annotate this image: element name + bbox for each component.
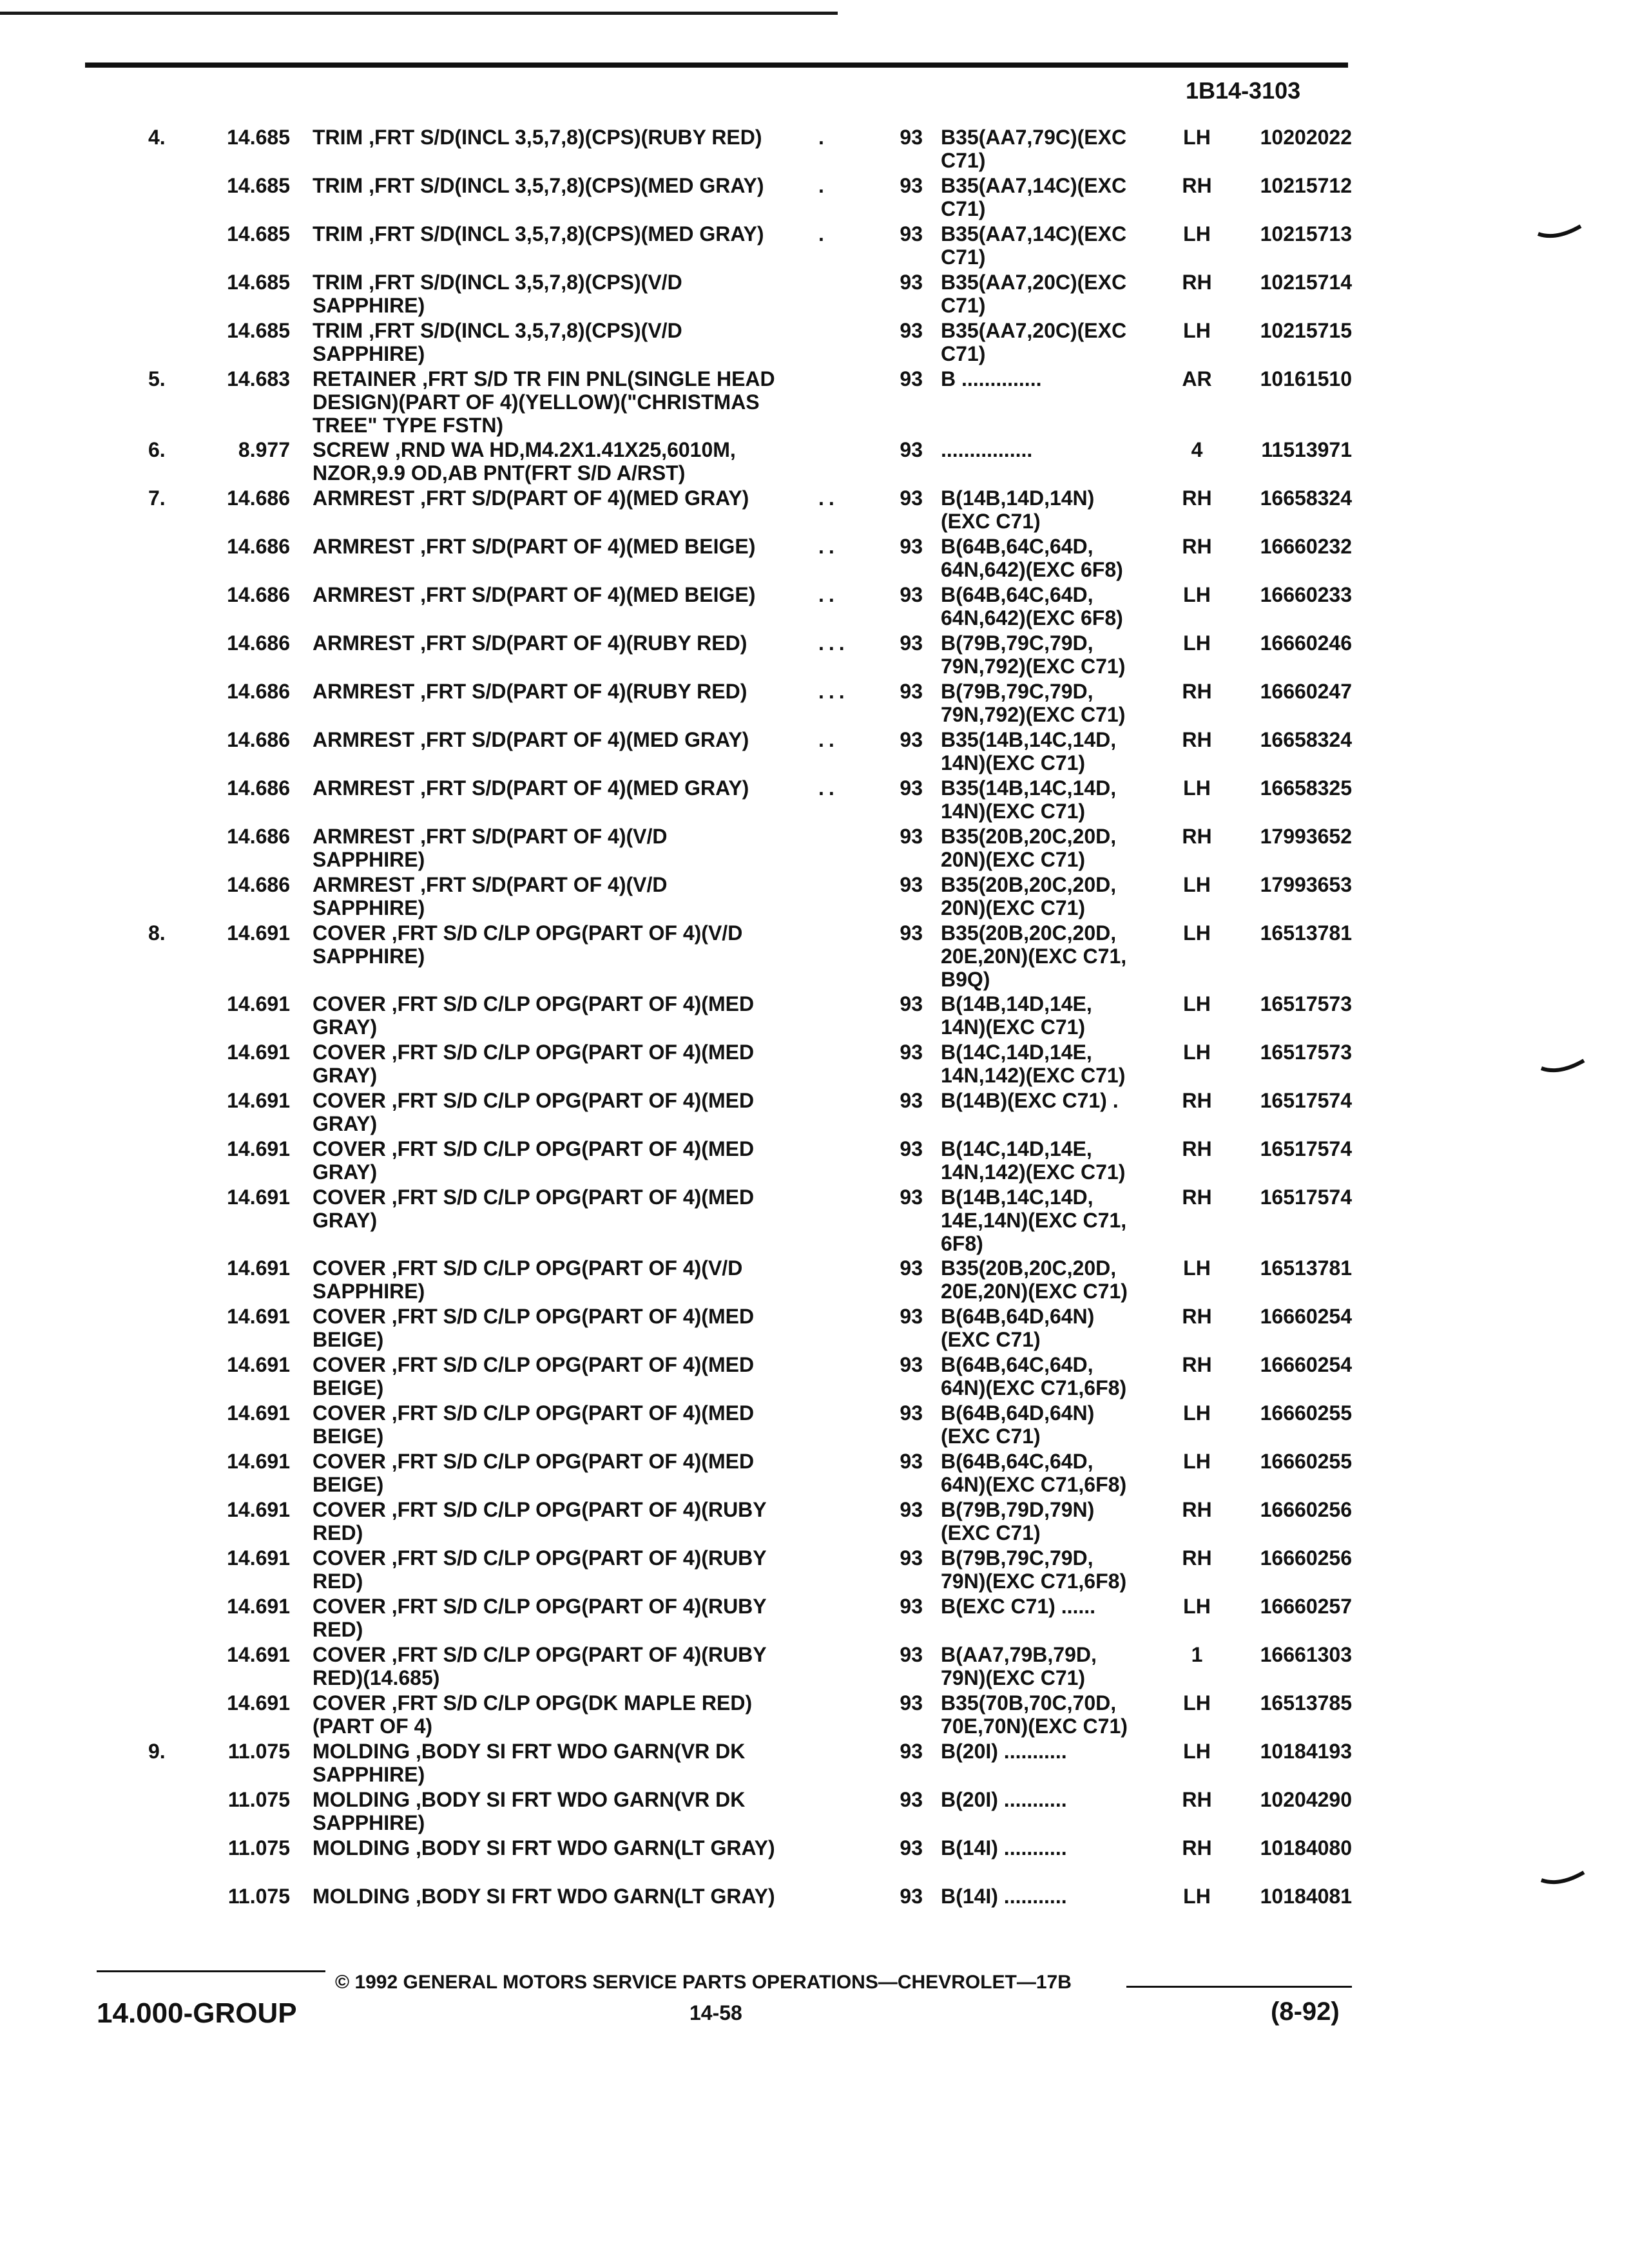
side-qty: RH [1182,1137,1212,1160]
side-qty: RH [1182,1353,1212,1376]
usage-codes: B(14B,14D,14N) (EXC C71) [941,486,1095,533]
model-year: 93 [900,825,923,848]
group-number: 8.977 [238,438,290,461]
side-qty: LH [1183,1256,1211,1280]
side-qty: RH [1182,174,1212,197]
part-description: COVER ,FRT S/D C/LP OPG(DK MAPLE RED) (PART OF 4) [313,1691,753,1738]
part-row [0,825,1629,873]
leader-dots: .. [818,486,839,510]
model-year: 93 [900,1401,923,1425]
part-description: COVER ,FRT S/D C/LP OPG(PART OF 4)(MED GRAY) [313,1137,755,1184]
top-edge-rule [0,12,838,15]
model-year: 93 [900,1740,923,1763]
model-year: 93 [900,776,923,800]
side-qty: RH [1182,1498,1212,1521]
side-qty: LH [1183,1885,1211,1908]
model-year: 93 [900,1595,923,1618]
part-description: ARMREST ,FRT S/D(PART OF 4)(RUBY RED) [313,631,747,655]
usage-codes: B(EXC C71) ...... [941,1595,1096,1618]
copyright-line: © 1992 GENERAL MOTORS SERVICE PARTS OPERATIONS—CHEVROLET—17B [335,1972,1072,1993]
usage-codes: B(20I) ........... [941,1788,1067,1811]
item-number: 7. [148,486,166,510]
part-description: MOLDING ,BODY SI FRT WDO GARN(VR DK SAPPHIRE) [313,1788,746,1834]
part-description: SCREW ,RND WA HD,M4.2X1.41X25,6010M, NZOR,9.9 OD,AB PNT(FRT S/D A/RST) [313,438,736,485]
part-number: 16660246 [1260,631,1352,655]
part-row [0,1450,1629,1498]
part-row [0,1595,1629,1643]
group-number: 14.685 [227,174,290,197]
part-description: COVER ,FRT S/D C/LP OPG(PART OF 4)(MED BEIGE) [313,1305,755,1351]
side-qty: RH [1182,825,1212,848]
part-row [0,535,1629,583]
part-row [0,1305,1629,1353]
part-description: COVER ,FRT S/D C/LP OPG(PART OF 4)(V/D SAPPHIRE) [313,1256,743,1303]
group-number: 14.686 [227,728,290,751]
part-row [0,873,1629,921]
side-qty: LH [1183,921,1211,945]
group-number: 14.691 [227,1450,290,1473]
part-row [0,319,1629,367]
side-qty: LH [1183,126,1211,149]
footer-rule-left [97,1970,325,1972]
part-number: 10215713 [1260,222,1352,245]
leader-dots: .. [818,728,839,751]
model-year: 93 [900,1691,923,1715]
model-year: 93 [900,583,923,606]
group-number: 14.686 [227,825,290,848]
part-row [0,776,1629,825]
usage-codes: B(64B,64C,64D, 64N,642)(EXC 6F8) [941,535,1123,581]
part-number: 16660255 [1260,1450,1352,1473]
part-row [0,1041,1629,1089]
part-description: COVER ,FRT S/D C/LP OPG(PART OF 4)(MED BEIGE) [313,1401,755,1448]
usage-codes: B(64B,64D,64N) (EXC C71) [941,1401,1095,1448]
part-number: 10161510 [1260,367,1352,390]
group-number: 14.686 [227,583,290,606]
part-description: TRIM ,FRT S/D(INCL 3,5,7,8)(CPS)(MED GRAY) [313,222,764,245]
part-row [0,1401,1629,1450]
model-year: 93 [900,222,923,245]
side-qty: LH [1183,1041,1211,1064]
model-year: 93 [900,1305,923,1328]
part-row [0,1546,1629,1595]
side-qty: LH [1183,319,1211,342]
part-row [0,631,1629,680]
usage-codes: B(64B,64D,64N) (EXC C71) [941,1305,1095,1351]
group-number: 14.691 [227,1137,290,1160]
part-row [0,1498,1629,1546]
model-year: 93 [900,271,923,294]
part-description: COVER ,FRT S/D C/LP OPG(PART OF 4)(RUBY RED) [313,1595,767,1641]
leader-dots: .. [818,583,839,606]
usage-codes: B35(AA7,79C)(EXC C71) [941,126,1127,172]
group-number: 14.685 [227,271,290,294]
part-number: 16660254 [1260,1353,1352,1376]
page-code: 1B14-3103 [1186,77,1301,104]
model-year: 93 [900,1885,923,1908]
part-description: TRIM ,FRT S/D(INCL 3,5,7,8)(CPS)(MED GRAY) [313,174,764,197]
usage-codes: B(14I) ........... [941,1836,1067,1860]
model-year: 93 [900,126,923,149]
group-number: 14.686 [227,535,290,558]
side-qty: RH [1182,271,1212,294]
side-qty: RH [1182,1186,1212,1209]
side-qty: LH [1183,1401,1211,1425]
margin-tick-mark [1537,222,1582,242]
part-row [0,126,1629,174]
margin-tick-mark [1540,1057,1585,1076]
part-description: MOLDING ,BODY SI FRT WDO GARN(LT GRAY) [313,1885,775,1908]
side-qty: RH [1182,1305,1212,1328]
group-number: 14.683 [227,367,290,390]
part-row [0,1137,1629,1186]
part-description: ARMREST ,FRT S/D(PART OF 4)(MED GRAY) [313,486,749,510]
usage-codes: B35(AA7,14C)(EXC C71) [941,222,1127,269]
part-number: 16660254 [1260,1305,1352,1328]
part-number: 16513781 [1260,1256,1352,1280]
group-number: 14.691 [227,1256,290,1280]
part-description: COVER ,FRT S/D C/LP OPG(PART OF 4)(RUBY RED)(14.685) [313,1643,767,1689]
group-number: 14.691 [227,1643,290,1666]
part-row [0,1885,1629,1933]
part-row [0,1089,1629,1137]
model-year: 93 [900,1041,923,1064]
side-qty: LH [1183,222,1211,245]
part-number: 10184080 [1260,1836,1352,1860]
group-number: 14.691 [227,1595,290,1618]
model-year: 93 [900,1546,923,1570]
usage-codes: B35(20B,20C,20D, 20E,20N)(EXC C71) [941,1256,1128,1303]
part-row [0,583,1629,631]
group-number: 14.691 [227,1546,290,1570]
part-description: ARMREST ,FRT S/D(PART OF 4)(V/D SAPPHIRE) [313,825,668,871]
part-description: ARMREST ,FRT S/D(PART OF 4)(MED GRAY) [313,728,749,751]
usage-codes: B(64B,64C,64D, 64N,642)(EXC 6F8) [941,583,1123,629]
item-number: 4. [148,126,166,149]
footer-rule-right [1126,1986,1352,1988]
usage-codes: B35(20B,20C,20D, 20N)(EXC C71) [941,873,1117,919]
usage-codes: B35(AA7,20C)(EXC C71) [941,319,1127,365]
item-number: 5. [148,367,166,390]
part-number: 16661303 [1260,1643,1352,1666]
part-number: 10215714 [1260,271,1352,294]
part-number: 17993653 [1260,873,1352,896]
item-number: 9. [148,1740,166,1763]
part-description: COVER ,FRT S/D C/LP OPG(PART OF 4)(MED BEIGE) [313,1353,755,1399]
side-qty: RH [1182,680,1212,703]
usage-codes: B(79B,79D,79N) (EXC C71) [941,1498,1095,1544]
part-description: COVER ,FRT S/D C/LP OPG(PART OF 4)(RUBY RED) [313,1498,767,1544]
model-year: 93 [900,992,923,1015]
group-number: 14.691 [227,1186,290,1209]
model-year: 93 [900,1836,923,1860]
group-number: 14.686 [227,873,290,896]
group-number: 14.691 [227,921,290,945]
date-code: (8-92) [1271,1997,1340,2026]
group-number: 14.686 [227,486,290,510]
model-year: 93 [900,1643,923,1666]
usage-codes: B(14B,14D,14E, 14N)(EXC C71) [941,992,1092,1039]
item-number: 8. [148,921,166,945]
model-year: 93 [900,438,923,461]
part-description: ARMREST ,FRT S/D(PART OF 4)(MED GRAY) [313,776,749,800]
side-qty: RH [1182,1089,1212,1112]
side-qty: RH [1182,1788,1212,1811]
part-number: 16513785 [1260,1691,1352,1715]
usage-codes: B(64B,64C,64D, 64N)(EXC C71,6F8) [941,1450,1127,1496]
part-row [0,486,1629,535]
part-description: MOLDING ,BODY SI FRT WDO GARN(LT GRAY) [313,1836,775,1860]
usage-codes: B .............. [941,367,1042,390]
part-description: ARMREST ,FRT S/D(PART OF 4)(RUBY RED) [313,680,747,703]
part-description: COVER ,FRT S/D C/LP OPG(PART OF 4)(MED BEIGE) [313,1450,755,1496]
part-number: 16660256 [1260,1498,1352,1521]
part-number: 16658324 [1260,486,1352,510]
part-number: 16658324 [1260,728,1352,751]
side-qty: RH [1182,1836,1212,1860]
part-description: ARMREST ,FRT S/D(PART OF 4)(MED BEIGE) [313,583,756,606]
model-year: 93 [900,367,923,390]
model-year: 93 [900,174,923,197]
part-row [0,1740,1629,1788]
usage-codes: B(79B,79C,79D, 79N)(EXC C71,6F8) [941,1546,1127,1593]
model-year: 93 [900,921,923,945]
part-description: ARMREST ,FRT S/D(PART OF 4)(V/D SAPPHIRE) [313,873,668,919]
parts-list [0,126,1629,1933]
group-number: 14.691 [227,1353,290,1376]
leader-dots: .. [818,535,839,558]
part-description: COVER ,FRT S/D C/LP OPG(PART OF 4)(MED GRAY) [313,1186,755,1232]
group-number: 14.686 [227,776,290,800]
usage-codes: B35(20B,20C,20D, 20E,20N)(EXC C71, B9Q) [941,921,1127,991]
side-qty: RH [1182,728,1212,751]
part-row [0,921,1629,992]
model-year: 93 [900,1788,923,1811]
model-year: 93 [900,1450,923,1473]
part-row [0,438,1629,486]
model-year: 93 [900,1256,923,1280]
part-row [0,1186,1629,1256]
part-number: 16517574 [1260,1089,1352,1112]
side-qty: LH [1183,1740,1211,1763]
part-number: 16517573 [1260,992,1352,1015]
model-year: 93 [900,535,923,558]
part-number: 16517574 [1260,1186,1352,1209]
usage-codes: B(79B,79C,79D, 79N,792)(EXC C71) [941,631,1126,678]
part-description: COVER ,FRT S/D C/LP OPG(PART OF 4)(MED GRAY) [313,992,755,1039]
group-number: 14.691 [227,1691,290,1715]
part-row [0,680,1629,728]
group-number: 11.075 [227,1740,290,1763]
leader-dots: ... [818,680,849,703]
part-row [0,1256,1629,1305]
usage-codes: B(14B)(EXC C71) . [941,1089,1119,1112]
part-number: 16660257 [1260,1595,1352,1618]
usage-codes: B35(70B,70C,70D, 70E,70N)(EXC C71) [941,1691,1128,1738]
group-number: 11.075 [227,1885,290,1908]
group-number: 14.691 [227,1498,290,1521]
part-number: 11513971 [1261,438,1352,461]
header-rule [85,62,1348,68]
side-qty: LH [1183,1450,1211,1473]
model-year: 93 [900,680,923,703]
usage-codes: ................ [941,438,1033,461]
part-number: 16660233 [1260,583,1352,606]
group-number: 14.686 [227,631,290,655]
model-year: 93 [900,486,923,510]
usage-codes: B(14C,14D,14E, 14N,142)(EXC C71) [941,1137,1126,1184]
part-description: COVER ,FRT S/D C/LP OPG(PART OF 4)(MED GRAY) [313,1041,755,1087]
group-number: 14.685 [227,126,290,149]
part-description: ARMREST ,FRT S/D(PART OF 4)(MED BEIGE) [313,535,756,558]
part-row [0,222,1629,271]
part-number: 10215715 [1260,319,1352,342]
part-number: 16658325 [1260,776,1352,800]
part-number: 10204290 [1260,1788,1352,1811]
side-qty: RH [1182,486,1212,510]
side-qty: 1 [1191,1643,1203,1666]
group-number: 14.691 [227,1041,290,1064]
leader-dots: ... [818,631,849,655]
group-number: 14.691 [227,1089,290,1112]
part-row [0,1788,1629,1836]
part-description: TRIM ,FRT S/D(INCL 3,5,7,8)(CPS)(V/D SAPPHIRE) [313,271,682,317]
item-number: 6. [148,438,166,461]
usage-codes: B35(14B,14C,14D, 14N)(EXC C71) [941,776,1117,823]
model-year: 93 [900,1137,923,1160]
side-qty: RH [1182,535,1212,558]
usage-codes: B(14C,14D,14E, 14N,142)(EXC C71) [941,1041,1126,1087]
usage-codes: B(14I) ........... [941,1885,1067,1908]
leader-dots: . [818,126,829,149]
group-number: 14.685 [227,222,290,245]
side-qty: LH [1183,1595,1211,1618]
part-number: 17993652 [1260,825,1352,848]
group-number: 14.686 [227,680,290,703]
model-year: 93 [900,319,923,342]
part-description: TRIM ,FRT S/D(INCL 3,5,7,8)(CPS)(V/D SAPPHIRE) [313,319,682,365]
model-year: 93 [900,728,923,751]
part-number: 10184193 [1260,1740,1352,1763]
part-row [0,1691,1629,1740]
usage-codes: B(64B,64C,64D, 64N)(EXC C71,6F8) [941,1353,1127,1399]
part-row [0,728,1629,776]
group-number: 11.075 [227,1788,290,1811]
side-qty: LH [1183,631,1211,655]
page-number: 14-58 [689,2001,742,2024]
leader-dots: . [818,222,829,245]
part-description: COVER ,FRT S/D C/LP OPG(PART OF 4)(V/D SAPPHIRE) [313,921,743,968]
leader-dots: .. [818,776,839,800]
usage-codes: B(14B,14C,14D, 14E,14N)(EXC C71, 6F8) [941,1186,1127,1255]
model-year: 93 [900,1186,923,1209]
side-qty: LH [1183,992,1211,1015]
part-number: 10202022 [1260,126,1352,149]
part-row [0,271,1629,319]
part-number: 16517574 [1260,1137,1352,1160]
side-qty: RH [1182,1546,1212,1570]
usage-codes: B35(AA7,14C)(EXC C71) [941,174,1127,220]
side-qty: LH [1183,873,1211,896]
usage-codes: B35(14B,14C,14D, 14N)(EXC C71) [941,728,1117,774]
model-year: 93 [900,1089,923,1112]
part-row [0,1836,1629,1885]
part-number: 16660255 [1260,1401,1352,1425]
side-qty: LH [1183,1691,1211,1715]
part-description: TRIM ,FRT S/D(INCL 3,5,7,8)(CPS)(RUBY RED) [313,126,762,149]
group-number: 14.691 [227,1305,290,1328]
part-number: 10184081 [1260,1885,1352,1908]
part-row [0,367,1629,438]
side-qty: AR [1182,367,1212,390]
leader-dots: . [818,174,829,197]
usage-codes: B35(AA7,20C)(EXC C71) [941,271,1127,317]
part-number: 16660256 [1260,1546,1352,1570]
usage-codes: B(79B,79C,79D, 79N,792)(EXC C71) [941,680,1126,726]
part-row [0,174,1629,222]
model-year: 93 [900,1353,923,1376]
side-qty: 4 [1191,438,1203,461]
part-row [0,1353,1629,1401]
group-number: 11.075 [227,1836,290,1860]
model-year: 93 [900,1498,923,1521]
group-number: 14.691 [227,992,290,1015]
side-qty: LH [1183,583,1211,606]
part-row [0,1643,1629,1691]
group-number: 14.691 [227,1401,290,1425]
part-description: RETAINER ,FRT S/D TR FIN PNL(SINGLE HEAD DESIGN)(PART OF 4)(YELLOW)("CHRISTMAS TREE" TYPE FSTN) [313,367,775,437]
part-description: COVER ,FRT S/D C/LP OPG(PART OF 4)(MED GRAY) [313,1089,755,1135]
usage-codes: B35(20B,20C,20D, 20N)(EXC C71) [941,825,1117,871]
part-number: 16513781 [1260,921,1352,945]
usage-codes: B(20I) ........... [941,1740,1067,1763]
part-number: 16660247 [1260,680,1352,703]
part-number: 10215712 [1260,174,1352,197]
part-number: 16517573 [1260,1041,1352,1064]
part-number: 16660232 [1260,535,1352,558]
usage-codes: B(AA7,79B,79D, 79N)(EXC C71) [941,1643,1097,1689]
group-number: 14.685 [227,319,290,342]
margin-tick-mark [1540,1869,1585,1888]
side-qty: LH [1183,776,1211,800]
group-label: 14.000-GROUP [97,1997,297,2029]
model-year: 93 [900,631,923,655]
part-description: COVER ,FRT S/D C/LP OPG(PART OF 4)(RUBY RED) [313,1546,767,1593]
model-year: 93 [900,873,923,896]
part-description: MOLDING ,BODY SI FRT WDO GARN(VR DK SAPPHIRE) [313,1740,746,1786]
part-row [0,992,1629,1041]
